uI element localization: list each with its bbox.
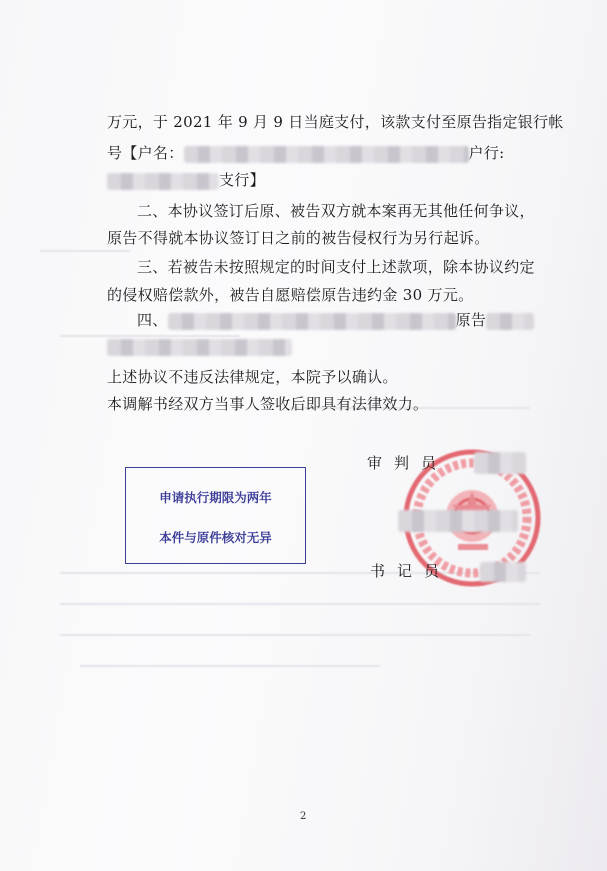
body-line-3 [107, 169, 265, 191]
clause-3-line-2: 的侵权赔偿款外，被告自愿赔偿原告违约金 30 万元。 [107, 286, 474, 304]
clause-4-line-2 [107, 335, 292, 357]
redacted-date [398, 510, 518, 532]
effect-line: 本调解书经双方当事人签收后即具有法律效力。 [107, 395, 429, 413]
redacted-clause-4-cont [107, 339, 292, 356]
clause-4-line-1 [137, 309, 534, 331]
redacted-account-name [184, 146, 469, 163]
clause-3-line-1: 三、若被告未按照规定的时间支付上述款项，除本协议约定 [137, 258, 535, 276]
page-number: 2 [300, 811, 307, 822]
judge-label: 审判员 [367, 454, 449, 472]
branch-label: 支行】 [219, 171, 265, 189]
redacted-clause-4-end [486, 313, 534, 330]
stamp-line-2: 本件与原件核对无异 [159, 530, 272, 545]
account-name-label: 号【户名： [107, 144, 184, 162]
redacted-clause-4 [168, 313, 456, 330]
body-line-1: 万元，于 2021 年 9 月 9 日当庭支付，该款支付至原告指定银行帐 [107, 113, 564, 131]
redacted-bank-name [107, 173, 219, 190]
plaintiff-label: 原告 [455, 311, 487, 329]
clerk-label: 书记员 [370, 562, 452, 580]
clause-4-number: 四、 [137, 311, 168, 329]
bank-label: 户行: [468, 144, 505, 162]
clause-2-line-1: 二、本协议签订后原、被告双方就本案再无其他任何争议， [137, 202, 535, 220]
confirmation-line: 上述协议不违反法律规定，本院予以确认。 [107, 368, 398, 386]
body-line-2 [107, 142, 504, 164]
certification-stamp [125, 467, 306, 564]
stamp-line-1: 申请执行期限为两年 [159, 490, 272, 505]
clause-2-line-2: 原告不得就本协议签订日之前的被告侵权行为另行起诉。 [107, 229, 490, 247]
redacted-clerk-name [480, 562, 526, 582]
redacted-judge-name [474, 452, 526, 474]
